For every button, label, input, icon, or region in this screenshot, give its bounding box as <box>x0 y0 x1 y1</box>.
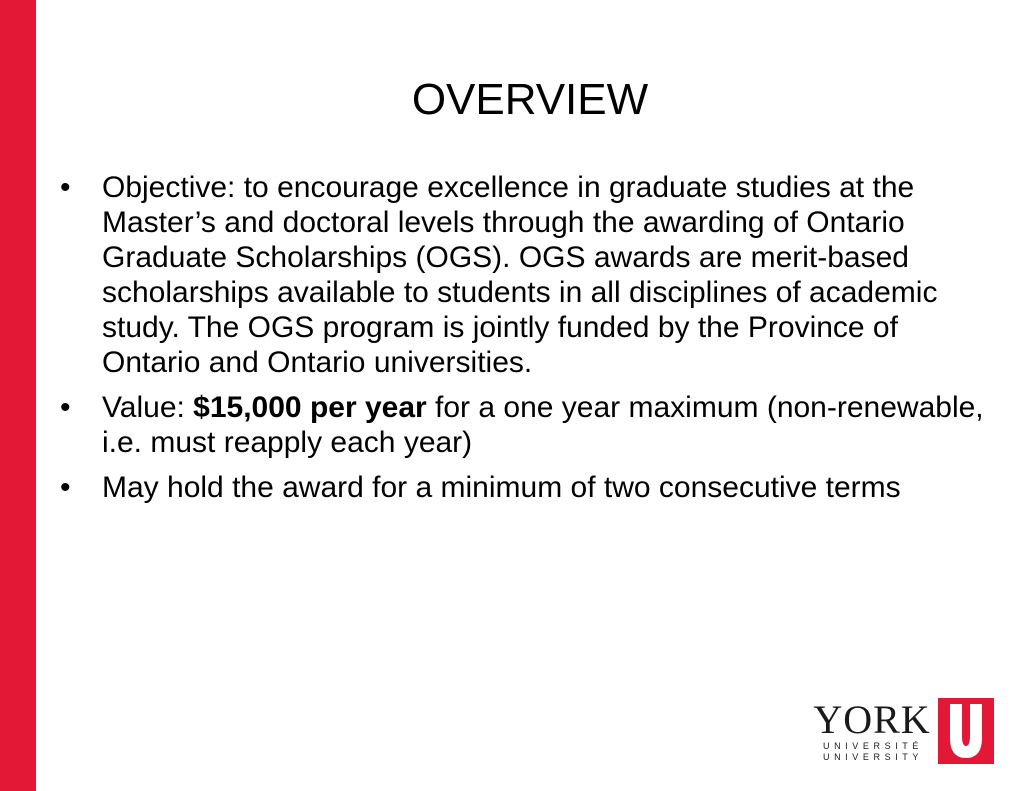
york-university-logo <box>810 698 996 766</box>
bullet-icon: • <box>60 471 71 504</box>
bullet-list <box>60 170 985 515</box>
bullet-icon: • <box>60 391 71 424</box>
york-u-logo-icon <box>938 698 994 764</box>
bullet-text: May hold the award for a minimum of two consecutive terms <box>102 471 901 504</box>
left-accent-bar <box>0 0 36 791</box>
bullet-text-bold: $15,000 per year <box>193 391 427 424</box>
slide-title: OVERVIEW <box>411 75 649 124</box>
bullet-value <box>60 390 985 460</box>
logo-wordmark: YORK <box>813 697 931 742</box>
bullet-objective <box>60 170 985 380</box>
logo-subtitle-french: UNIVERSITÉ <box>822 741 923 751</box>
bullet-text-prefix: Value: <box>102 391 194 424</box>
bullet-duration <box>60 470 985 505</box>
bullet-text-suffix: for a one year maximum (non-renewable, i.e. must reapply each year) <box>102 391 984 459</box>
bullet-icon: • <box>60 171 71 204</box>
logo-subtitle-english: UNIVERSITY <box>822 752 923 762</box>
bullet-text: Objective: to encourage excellence in graduate studies at the Master’s and doctoral levels through the awarding of Ontario Graduate Scholarships (OGS). OGS awards are merit-based scholarships available to students in all disciplines of academic study. The OGS program is jointly funded by the Province of Ontario and Ontario universities. <box>102 171 938 379</box>
